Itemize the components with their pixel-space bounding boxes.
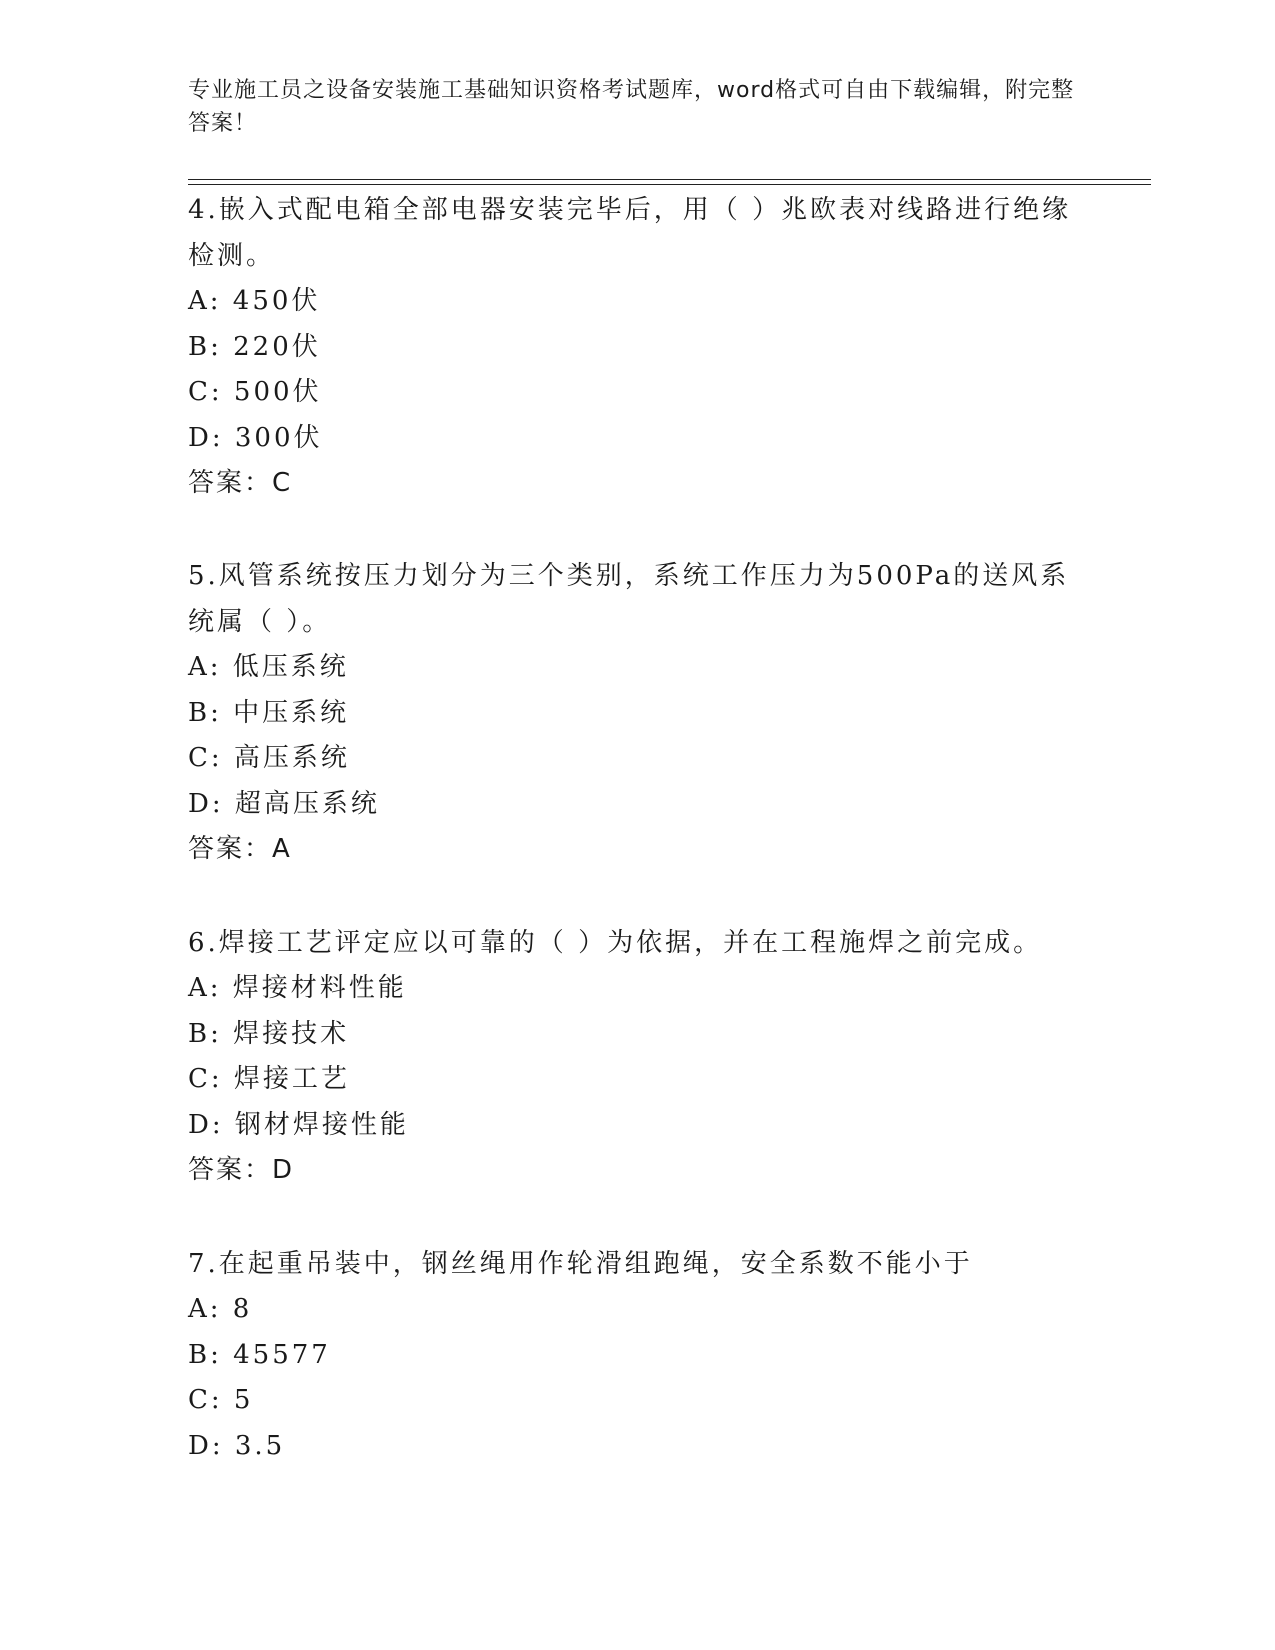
header-divider-line-secondary <box>188 184 1151 185</box>
option-a: A: 焊接材料性能 <box>188 973 407 1003</box>
option-b: B: 220伏 <box>188 331 321 362</box>
question-item <box>188 553 1088 872</box>
option-c: C: 5 <box>188 1385 254 1415</box>
document-header: 专业施工员之设备安装施工基础知识资格考试题库，word格式可自由下载编辑，附完整答案！ <box>188 78 1075 136</box>
answer-label: 答案：C <box>188 468 293 498</box>
answer-label: 答案：A <box>188 834 292 864</box>
option-d: D: 超高压系统 <box>188 788 380 819</box>
question-item <box>188 1241 1088 1469</box>
question-stem: 4.嵌入式配电箱全部电器安装完毕后，用（ ）兆欧表对线路进行绝缘检测。 <box>188 195 1072 271</box>
question-stem: 5.风管系统按压力划分为三个类别，系统工作压力为500Pa的送风系统属（ ）。 <box>188 561 1070 637</box>
option-d: D: 钢材焊接性能 <box>188 1109 409 1140</box>
question-stem: 7.在起重吊装中，钢丝绳用作轮滑组跑绳，安全系数不能小于 <box>188 1249 973 1279</box>
option-c: C: 焊接工艺 <box>188 1064 350 1094</box>
question-stem: 6.焊接工艺评定应以可靠的（ ）为依据，并在工程施焊之前完成。 <box>188 928 1043 958</box>
option-a: A: 8 <box>188 1294 253 1324</box>
question-item <box>188 920 1088 1193</box>
option-d: D: 300伏 <box>188 422 323 453</box>
option-c: C: 高压系统 <box>188 743 350 773</box>
question-item <box>188 187 1088 506</box>
option-b: B: 焊接技术 <box>188 1018 350 1049</box>
option-b: B: 45577 <box>188 1339 331 1370</box>
option-a: A: 低压系统 <box>188 652 349 682</box>
option-a: A: 450伏 <box>188 286 321 316</box>
header-divider-line <box>188 179 1151 180</box>
option-d: D: 3.5 <box>188 1430 286 1461</box>
option-b: B: 中压系统 <box>188 697 350 728</box>
option-c: C: 500伏 <box>188 377 322 407</box>
answer-label: 答案：D <box>188 1155 295 1185</box>
